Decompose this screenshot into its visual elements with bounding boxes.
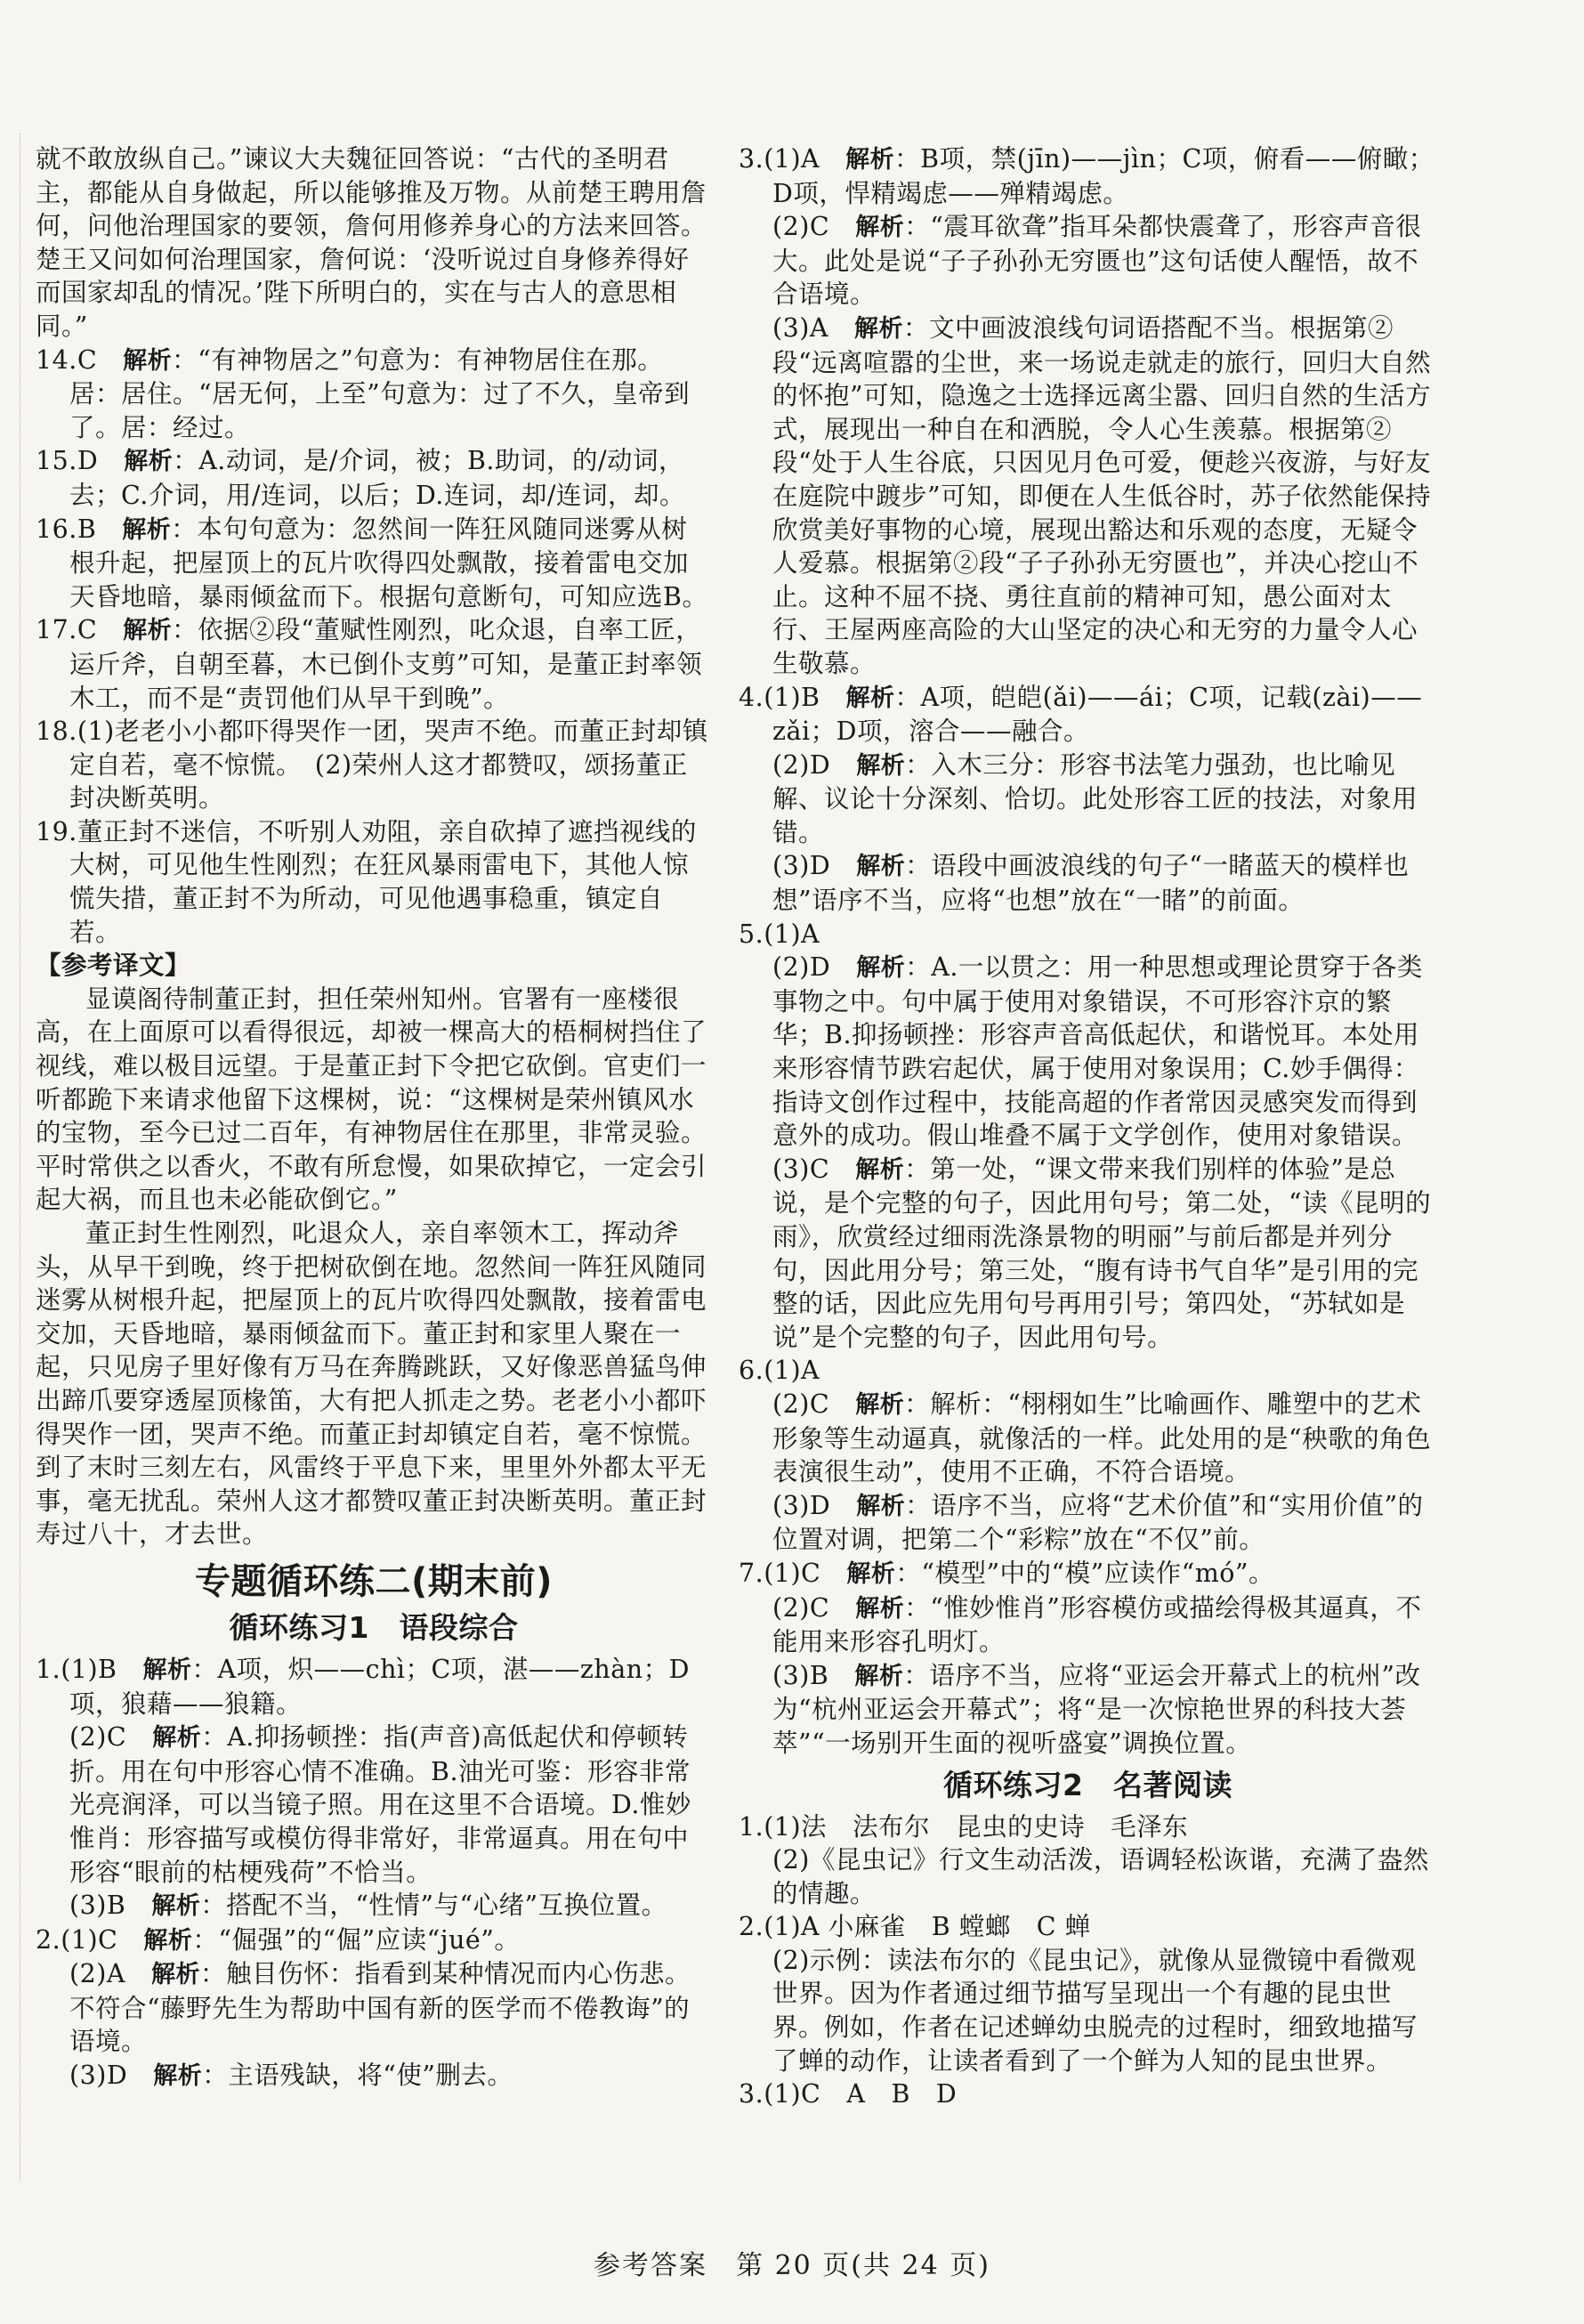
answer-item [739,1659,1437,1761]
answer-item [739,1910,1437,1944]
answer-item [739,312,1437,681]
answer-number: (2)A [69,1959,125,1989]
analysis-label: 解析 [845,684,895,712]
reference-translation-heading: 【参考译文】 [36,951,191,981]
left-column [36,142,712,2093]
answer-item [36,815,712,949]
answer-text: ：语段中画波浪线的句子“一睹蓝天的模样也想”语序不当，应将“也想”放在“一睹”的前面。 [772,851,1410,916]
answer-number: 19. [36,816,77,846]
answer-item [36,1721,712,1889]
answer-number: 18. [36,717,77,747]
answer-text: ：文中画波浪线句词语搭配不当。根据第②段“远离喧嚣的尘世，来一场说走就走的旅行，回归大自然的怀抱”可知，隐逸之士选择远离尘嚣、回归自然的生活方式，展现出一种自在和洒脱，令人心生羡慕。根据第②段“处于人生谷底，只因见月色可爱，便趁兴夜游，与好友在庭院中踱步”可知，即便在人生低谷时，苏子依然能保持欣赏美好事物的心境，展现出豁达和乐观的态度，无疑令人爱慕。根据第②段“子子孙孙无穷匮也”，并决心挖山不止。这种不屈不挠、勇往直前的精神可知，愚公面对太行、王屋两座高险的大山坚定的决心和无穷的力量令人心生敬慕。 [772,312,1432,678]
answer-item [739,142,1437,210]
answer-number: (3)D [772,1490,831,1520]
answer-text: ：解析：“栩栩如生”比喻画作、雕塑中的艺术形象等生动逼真，就像活的一样。此处用的是“秧歌的角色表演很生动”，使用不正确，不符合语境。 [772,1389,1432,1487]
analysis-label: 解析 [153,2062,203,2091]
answer-number: (3)D [772,851,831,881]
answer-item [739,1388,1437,1489]
analysis-label: 解析 [856,853,906,881]
answer-text: ：A.抑扬顿挫：指(声音)高低起伏和停顿转折。用在句中形容心情不准确。B.油光可鉴：形容非常光亮润泽，可以当镜子照。用在这里不合语境。D.惟妙惟肖：形容描写或模仿得非常好，非常逼真。用在句中形容“眼前的枯梗残荷”不恰当。 [69,1722,691,1887]
answer-number: (2)《昆虫记》行文生动活泼，语调轻松诙谐，充满了盎然的情趣。 [772,1845,1429,1908]
continued-text: 就不敢放纵自己。”谏议大夫魏征回答说：“古代的圣明君主，都能从自身做起，所以能够推及万物。从前楚王聘用詹何，问他治理国家的要领，詹何用修养身心的方法来回答。楚王又问如何治理国家，詹何说：‘没听说过自身修养得好而国家却乱的情况。’陛下所明白的，实在与古人的意思相同。” [36,144,707,341]
left-answer-list [36,344,712,950]
answer-text: ：入木三分：形容书法笔力强劲，也比喻见解、议论十分深刻、恰切。此处形容工匠的技法，对象用错。 [772,749,1418,847]
answer-text: ：B项，禁(jīn)——jìn；C项，俯看——俯瞰；D项，悍精竭虑——殚精竭虑。 [772,144,1434,208]
answer-number: (2)C [772,212,830,242]
answer-text: (1)老老小小都吓得哭作一团，哭声不绝。而董正封却镇定自若，毫不惊慌。 (2)荣州人这才都赞叹，颂扬董正封决断英明。 [69,717,708,814]
answer-text: ：“惟妙惟肖”形容模仿或描绘得极其逼真，不能用来形容孔明灯。 [772,1592,1422,1657]
answer-text: ：依据②段“董赋性刚烈，叱众退，自率工匠，运斤斧，自朝至暮，木已倒仆支剪”可知，是董正封率领木工，而不是“责罚他们从早干到晚”。 [69,615,703,713]
answer-number: 16.B [36,514,97,544]
analysis-label: 解析 [856,751,906,780]
answer-number: (2)示例：读法布尔的《昆虫记》，就像从显微镜中看微观世界。因为作者通过细节描写呈现出一个有趣的昆虫世界。例如，作者在记述蝉幼虫脱壳的过程时，细致地描写了蝉的动作，让读者看到了一个鲜为人知的昆虫世界。 [772,1945,1418,2076]
translation-paragraph-1: 显谟阁待制董正封，担任荣州知州。官署有一座楼很高，在上面原可以看得很远，却被一棵高大的梧桐树挡住了视线，难以极目远望。于是董正封下令把它砍倒。官吏们一听都跪下来请求他留下这棵树，说：“这棵树是荣州镇风水的宝物，至今已过二百年，有神物居住在那里，非常灵验。平时常供之以香火，不敢有所怠慢，如果砍掉它，一定会引起大祸，而且也未必能砍倒它。” [36,984,707,1215]
answer-item [739,1810,1437,1844]
answer-item [36,613,712,715]
answer-item [739,918,1437,951]
analysis-label: 解析 [856,954,906,983]
answer-number: 6.(1)A [739,1356,820,1386]
answer-number: (2)C [772,1592,830,1623]
answer-text: ：语序不当，应将“艺术价值”和“实用价值”的位置对调，把第二个“彩粽”放在“不仅”前。 [772,1490,1424,1555]
answer-item [36,715,712,815]
answer-number: 2.(1)A 小麻雀 B 螳螂 C 蝉 [739,1912,1091,1942]
analysis-label: 解析 [143,1926,193,1955]
answer-text: ：语序不当，应将“亚运会开幕式上的杭州”改为“杭州亚运会开幕式”；将“是一次惊艳世界的科技大荟萃”“一场别开生面的视听盛宴”调换位置。 [772,1660,1421,1758]
analysis-label: 解析 [123,346,173,375]
answer-text: ：搭配不当，“性情”与“心绪”互换位置。 [200,1891,667,1921]
answer-text: ：“倔强”的“倔”应读“jué”。 [192,1924,521,1955]
section-title: 专题循环练二(期末前) [194,1560,554,1602]
analysis-label: 解析 [855,1155,905,1184]
answer-item [739,2077,1437,2111]
answer-item [739,681,1437,749]
answer-text: ：本句句意为：忽然间一阵狂风随同迷雾从树根升起，把屋顶上的瓦片吹得四处飘散，接着雷电交加天昏地暗，暴雨倾盆而下。根据句意断句，可知应选B。 [69,514,708,611]
analysis-label: 解析 [122,515,172,544]
answer-number: 3.(1)C A B D [739,2079,958,2109]
answer-number: 1.(1)B [36,1654,117,1684]
answer-item [739,951,1437,1153]
page-footer: 参考答案 第 20 页(共 24 页) [594,2250,990,2281]
answer-item [739,1591,1437,1659]
answer-number: (3)B [69,1891,126,1921]
answer-item [36,344,712,445]
answer-number: 2.(1)C [36,1924,118,1955]
answer-item [36,513,712,614]
answer-text: ：A项，炽——chì；C项，湛——zhàn；D项，狼藉——狼籍。 [69,1654,690,1719]
answer-number: (2)C [772,1389,830,1419]
translation-paragraph-2: 董正封生性刚烈，叱退众人，亲自率领木工，挥动斧头，从早干到晚，终于把树砍倒在地。忽然间一阵狂风随同迷雾从树根升起，把屋顶上的瓦片吹得四处飘散，接着雷电交加，天昏地暗，暴雨倾盆而下。董正封和家里人聚在一起，只见房子里好像有万马在奔腾跳跃，又好像恶兽猛鸟伸出蹄爪要穿透屋顶椽笛，大有把人抓走之势。老老小小都吓得哭作一团，哭声不绝。而董正封却镇定自若，毫不惊慌。到了末时三刻左右，风雷终于平息下来，里里外外都太平无事，毫无扰乱。荣州人这才都赞叹董正封决断英明。董正封寿过八十，才去世。 [36,1219,707,1550]
analysis-label: 解析 [854,1662,904,1690]
answer-text: ：A.动词，是/介词，被；B.助词，的/动词，去；C.介词，用/连词，以后；D.连词，却/连词，却。 [69,446,685,510]
analysis-label: 解析 [151,1892,201,1921]
answer-number: (3)A [772,312,828,343]
answer-number: (2)D [772,952,831,983]
answer-number: (2)C [69,1722,127,1753]
analysis-label: 解析 [855,1390,905,1419]
subsection-title-2: 循环练习2 名著阅读 [943,1767,1232,1802]
answer-item [739,849,1437,917]
analysis-label: 解析 [855,214,905,242]
answer-item [36,1889,712,1923]
answer-number: (3)B [772,1660,829,1690]
analysis-label: 解析 [142,1656,192,1684]
answer-number: 1.(1)法 法布尔 昆虫的史诗 毛泽东 [739,1811,1189,1842]
analysis-label: 解析 [846,1559,896,1588]
answer-item [739,1354,1437,1388]
answer-text: ：“模型”中的“模”应读作“mó”。 [895,1558,1274,1588]
left-question-list [36,1653,712,2093]
answer-item [739,1489,1437,1557]
binding-margin [0,134,20,2181]
right-answer-list [739,142,1437,1761]
analysis-label: 解析 [150,1961,200,1989]
answer-item [36,1653,712,1721]
answer-number: 14.C [36,344,98,375]
answer-item [739,1557,1437,1591]
right-column [739,142,1437,2111]
answer-item [739,749,1437,850]
answer-item [739,1153,1437,1355]
analysis-label: 解析 [853,314,903,343]
answer-text: ：A.一以贯之：用一种思想或理论贯穿于各类事物之中。句中属于使用对象错误，不可形容汴京的繁华；B.抑扬顿挫：形容声音高低起伏，和谐悦耳。本处用来形容情节跌宕起伏，属于使用对象误用；C.妙手偶得：指诗文创作过程中，技能高超的作者常因灵感突发而得到意外的成功。假山堆叠不属于文学创作，使用对象错误。 [772,952,1423,1151]
analysis-label: 解析 [152,1724,202,1753]
analysis-label: 解析 [855,1594,905,1623]
analysis-label: 解析 [845,146,895,174]
answer-text: ：第一处，“课文带来我们别样的体验”是总说，是个完整的句子，因此用句号；第二处，“读《昆明的雨》，欣赏经过细雨洗涤景物的明丽”与前后都是并列分句，因此用分号；第三处，“腹有诗书气自华”是引用的完整的话，因此应先用句号再用引号；第四处，“苏轼如是说”是个完整的句子，因此用句号。 [772,1154,1432,1352]
analysis-label: 解析 [123,617,173,645]
answer-number: (3)C [772,1154,830,1184]
analysis-label: 解析 [124,448,174,476]
answer-text: ：A项，皑皑(ǎi)——ái；C项，记载(zài)——zǎi；D项，溶合——融合。 [772,682,1423,747]
answer-item [739,1944,1437,2077]
answer-number: 5.(1)A [739,919,820,949]
answer-item [36,1957,712,2059]
answer-item [739,1843,1437,1910]
answer-number: 3.(1)A [739,144,820,174]
subsection-title-1: 循环练习1 语段综合 [229,1609,519,1645]
answer-item [36,444,712,512]
answer-item [739,210,1437,312]
answer-number: (3)D [69,2061,128,2091]
answer-text: 董正封不迷信，不听别人劝阻，亲自砍掉了遮挡视线的大树，可见他生性刚烈；在狂风暴雨雷电下，其他人惊慌失措，董正封不为所动，可见他遇事稳重，镇定自若。 [69,816,697,947]
answer-number: (2)D [772,749,831,780]
analysis-label: 解析 [856,1492,906,1520]
answer-text: ：触目伤怀：指看到某种情况而内心伤悲。不符合“藤野先生为帮助中国有新的医学而不倦教诲”的语境。 [69,1959,691,2057]
answer-item [36,2059,712,2093]
answer-number: 15.D [36,446,99,476]
answer-text: ：“震耳欲聋”指耳朵都快震聋了，形容声音很大。此处是说“子子孙孙无穷匮也”这句话使人醒悟，故不合语境。 [772,212,1422,310]
answer-number: 7.(1)C [739,1558,821,1588]
answer-number: 4.(1)B [739,682,820,712]
answer-text: ：主语残缺，将“使”删去。 [202,2061,513,2091]
answer-number: 17.C [36,615,98,645]
right-classic-reading-list [739,1810,1437,2111]
answer-item [36,1923,712,1958]
answer-text: ：“有神物居之”句意为：有神物居住在那。居：居住。“居无何，上至”句意为：过了不久，皇帝到了。居：经过。 [69,344,691,442]
